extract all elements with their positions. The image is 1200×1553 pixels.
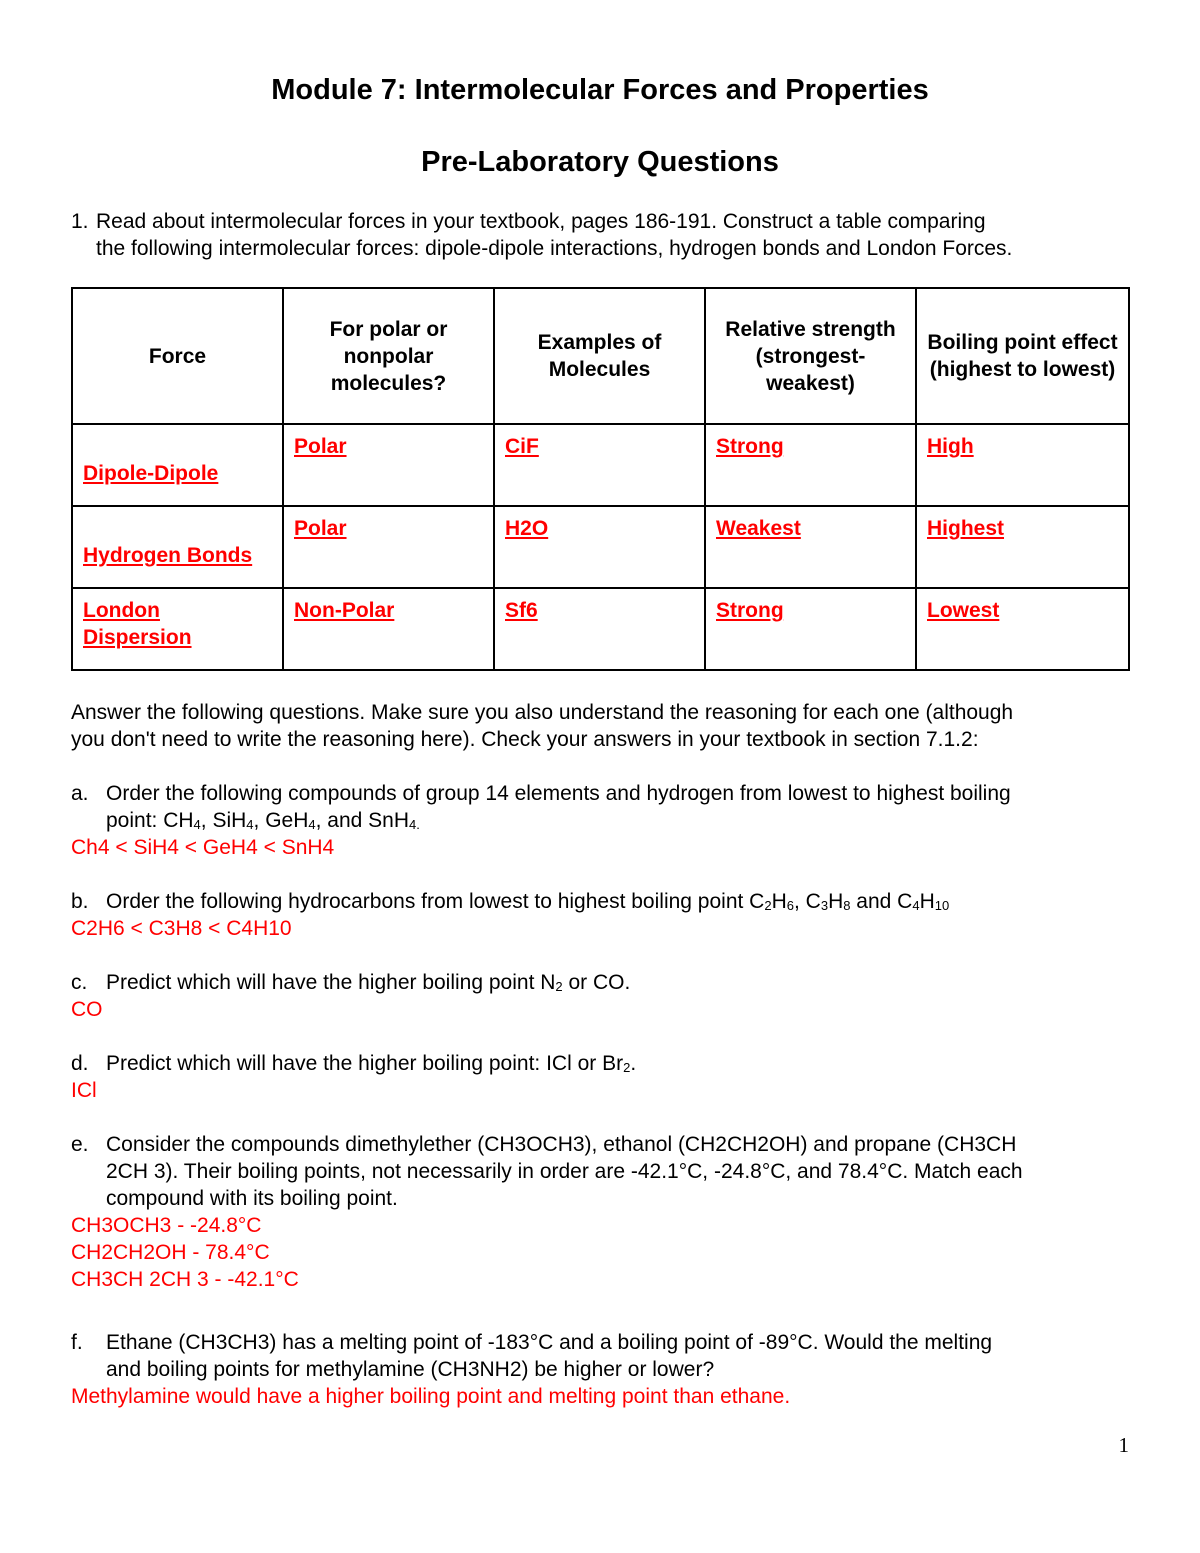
table-cell: Strong	[705, 424, 916, 506]
qb-answer: C2H6 < C3H8 < C4H10	[71, 917, 292, 940]
header-force: Force	[72, 288, 283, 424]
table-row	[72, 424, 1129, 506]
q1-number: 1.	[71, 210, 89, 233]
table-cell: Strong	[705, 588, 916, 670]
table-cell: Sf6	[494, 588, 705, 670]
table-cell: Weakest	[705, 506, 916, 588]
table-cell: Non-Polar	[283, 588, 494, 670]
qd-text: Predict which will have the higher boiling point: ICl or $Br_2$.	[106, 1052, 637, 1075]
qb-text: Order the following hydrocarbons from lowest to highest boiling point $C_2H_6$, $C_3H_8$ and $C_4H_{10}$	[106, 890, 950, 913]
header-boiling-point: Boiling point effect (highest to lowest)	[916, 288, 1129, 424]
force-cell: Dipole-Dipole	[72, 424, 283, 506]
qe-line1: Consider the compounds dimethylether (CH3OCH3), ethanol (CH2CH2OH) and propane (CH3CH	[106, 1133, 1017, 1156]
table-cell: Polar	[283, 424, 494, 506]
qf-line2: and boiling points for methylamine (CH3NH2) be higher or lower?	[106, 1358, 715, 1381]
qe-line2: 2CH 3). Their boiling points, not necessarily in order are -42.1°C, -24.8°C, and 78.4°C. Match each	[106, 1160, 1023, 1183]
qb-letter: b.	[71, 890, 89, 913]
qa-line1: Order the following compounds of group 14 elements and hydrogen from lowest to highest boiling	[106, 782, 1011, 805]
forces-table	[71, 287, 1130, 671]
qe-answer-3: CH3CH 2CH 3 - -42.1°C	[71, 1268, 299, 1291]
table-header-row	[72, 288, 1129, 424]
qa-answer: Ch4 < SiH4 < GeH4 < SnH4	[71, 836, 335, 859]
intro-line2: you don't need to write the reasoning here). Check your answers in your textbook in section 7.1.2:	[71, 728, 979, 751]
qf-letter: f.	[71, 1331, 83, 1354]
page-title: Module 7: Intermolecular Forces and Properties	[271, 74, 929, 106]
qc-text: Predict which will have the higher boiling point $N_2$ or CO.	[106, 971, 631, 994]
qf-line1: Ethane (CH3CH3) has a melting point of -183°C and a boiling point of -89°C. Would the melting	[106, 1331, 993, 1354]
table-row	[72, 588, 1129, 670]
table-cell: H2O	[494, 506, 705, 588]
table-cell: High	[916, 424, 1129, 506]
qe-answer-1: CH3OCH3 - -24.8°C	[71, 1214, 262, 1237]
qd-answer: ICl	[71, 1079, 97, 1102]
header-polarity: For polar or nonpolar molecules?	[283, 288, 494, 424]
table-cell: Polar	[283, 506, 494, 588]
force-cell: London Dispersion	[72, 588, 283, 670]
intro-line1: Answer the following questions. Make sure you also understand the reasoning for each one (although	[71, 701, 1014, 724]
table-cell: Lowest	[916, 588, 1129, 670]
page-subtitle: Pre-Laboratory Questions	[421, 146, 779, 178]
header-strength: Relative strength (strongest-weakest)	[705, 288, 916, 424]
qe-letter: e.	[71, 1133, 89, 1156]
qe-line3: compound with its boiling point.	[106, 1187, 398, 1210]
table-cell: CiF	[494, 424, 705, 506]
qc-letter: c.	[71, 971, 88, 994]
table-cell: Highest	[916, 506, 1129, 588]
page-number: 1	[1118, 1433, 1129, 1457]
q1-line2: the following intermolecular forces: dipole-dipole interactions, hydrogen bonds and London Forces.	[96, 237, 1013, 260]
qa-letter: a.	[71, 782, 89, 805]
header-examples: Examples of Molecules	[494, 288, 705, 424]
qc-answer: CO	[71, 998, 103, 1021]
qf-answer: Methylamine would have a higher boiling point and melting point than ethane.	[71, 1385, 791, 1408]
qd-letter: d.	[71, 1052, 89, 1075]
q1-line1: Read about intermolecular forces in your textbook, pages 186-191. Construct a table comparing	[96, 210, 986, 233]
qe-answer-2: CH2CH2OH - 78.4°C	[71, 1241, 270, 1264]
force-cell: Hydrogen Bonds	[72, 506, 283, 588]
table-row	[72, 506, 1129, 588]
qa-line2: point: $CH_4$, SiH$_4$, GeH$_4$, and SnH$_{4.}$	[106, 809, 420, 832]
